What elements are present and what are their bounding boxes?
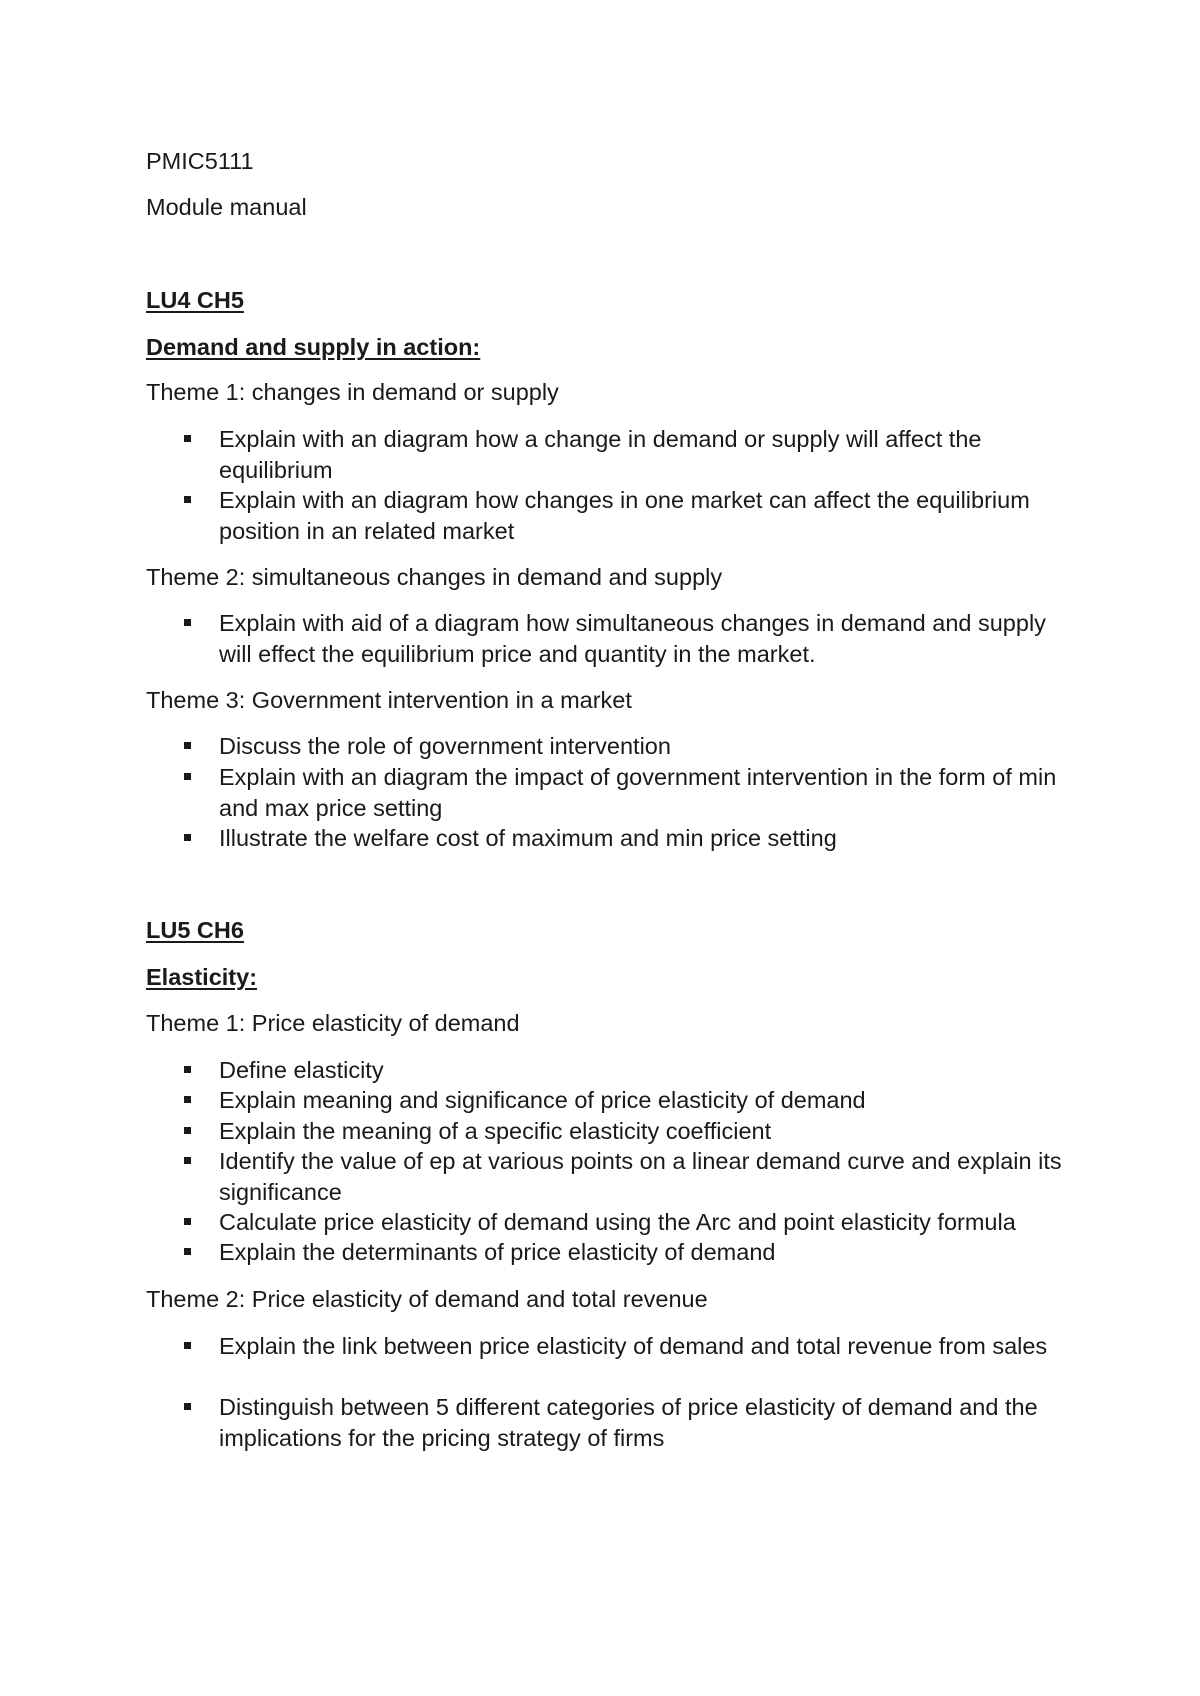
lu4-topic-heading: Demand and supply in action:	[146, 334, 481, 360]
bullet-icon	[184, 773, 191, 780]
list-item-text: Define elasticity	[219, 1057, 384, 1083]
list-item	[146, 1116, 1076, 1147]
list-item-text: Discuss the role of government intervention	[219, 733, 671, 759]
list-item-text: Explain with an diagram how a change in demand or supply will affect the equilibrium	[219, 426, 982, 483]
list-item	[146, 1146, 1076, 1207]
bullet-icon	[184, 1342, 191, 1349]
list-item-text: Explain the link between price elasticity of demand and total revenue from sales	[219, 1333, 1048, 1359]
list-item	[146, 1237, 1076, 1268]
bullet-icon	[184, 1248, 191, 1255]
bullet-icon	[184, 1157, 191, 1164]
lu4-unit-heading: LU4 CH5	[146, 287, 244, 313]
lu5-theme1-title: Theme 1: Price elasticity of demand	[146, 1010, 520, 1036]
list-item-text: Calculate price elasticity of demand using the Arc and point elasticity formula	[219, 1209, 1016, 1235]
list-item-text: Distinguish between 5 different categories of price elasticity of demand and the implications for the pricing strategy of firms	[219, 1394, 1038, 1451]
bullet-icon	[184, 1066, 191, 1073]
lu5-topic-heading: Elasticity:	[146, 964, 258, 990]
list-item-text: Explain with aid of a diagram how simultaneous changes in demand and supply will effect the equilibrium price and quantity in the market.	[219, 610, 1046, 667]
list-item	[146, 485, 1076, 546]
list-item	[146, 1392, 1076, 1453]
bullet-icon	[184, 1127, 191, 1134]
lu4-theme3-title: Theme 3: Government intervention in a market	[146, 687, 632, 713]
lu5-unit-heading: LU5 CH6	[146, 917, 244, 943]
bullet-icon	[184, 1096, 191, 1103]
list-item-text: Explain the meaning of a specific elasticity coefficient	[219, 1118, 772, 1144]
lu5-theme2-title: Theme 2: Price elasticity of demand and total revenue	[146, 1286, 708, 1312]
list-item	[146, 1055, 1076, 1086]
list-item-text: Illustrate the welfare cost of maximum and min price setting	[219, 825, 837, 851]
bullet-icon	[184, 834, 191, 841]
bullet-icon	[184, 1218, 191, 1225]
bullet-icon	[184, 435, 191, 442]
bullet-icon	[184, 496, 191, 503]
course-code: PMIC5111	[146, 148, 254, 174]
bullet-icon	[184, 619, 191, 626]
list-item	[146, 731, 1076, 762]
list-item	[146, 424, 1076, 485]
list-item-text: Explain with an diagram the impact of government intervention in the form of min and max price setting	[219, 764, 1057, 821]
list-item	[146, 1331, 1076, 1362]
list-item	[146, 762, 1076, 823]
bullet-icon	[184, 1403, 191, 1410]
list-item-text: Identify the value of ep at various points on a linear demand curve and explain its significance	[219, 1148, 1062, 1205]
list-item-text: Explain with an diagram how changes in one market can affect the equilibrium position in an related market	[219, 487, 1030, 544]
list-item	[146, 1085, 1076, 1116]
list-item	[146, 1207, 1076, 1238]
list-item-text: Explain the determinants of price elasticity of demand	[219, 1239, 776, 1265]
document-subtitle: Module manual	[146, 194, 307, 220]
bullet-icon	[184, 742, 191, 749]
list-item	[146, 823, 1076, 854]
list-item-text: Explain meaning and significance of price elasticity of demand	[219, 1087, 866, 1113]
lu4-theme2-title: Theme 2: simultaneous changes in demand and supply	[146, 564, 723, 590]
lu4-theme1-title: Theme 1: changes in demand or supply	[146, 379, 559, 405]
list-item	[146, 608, 1076, 669]
